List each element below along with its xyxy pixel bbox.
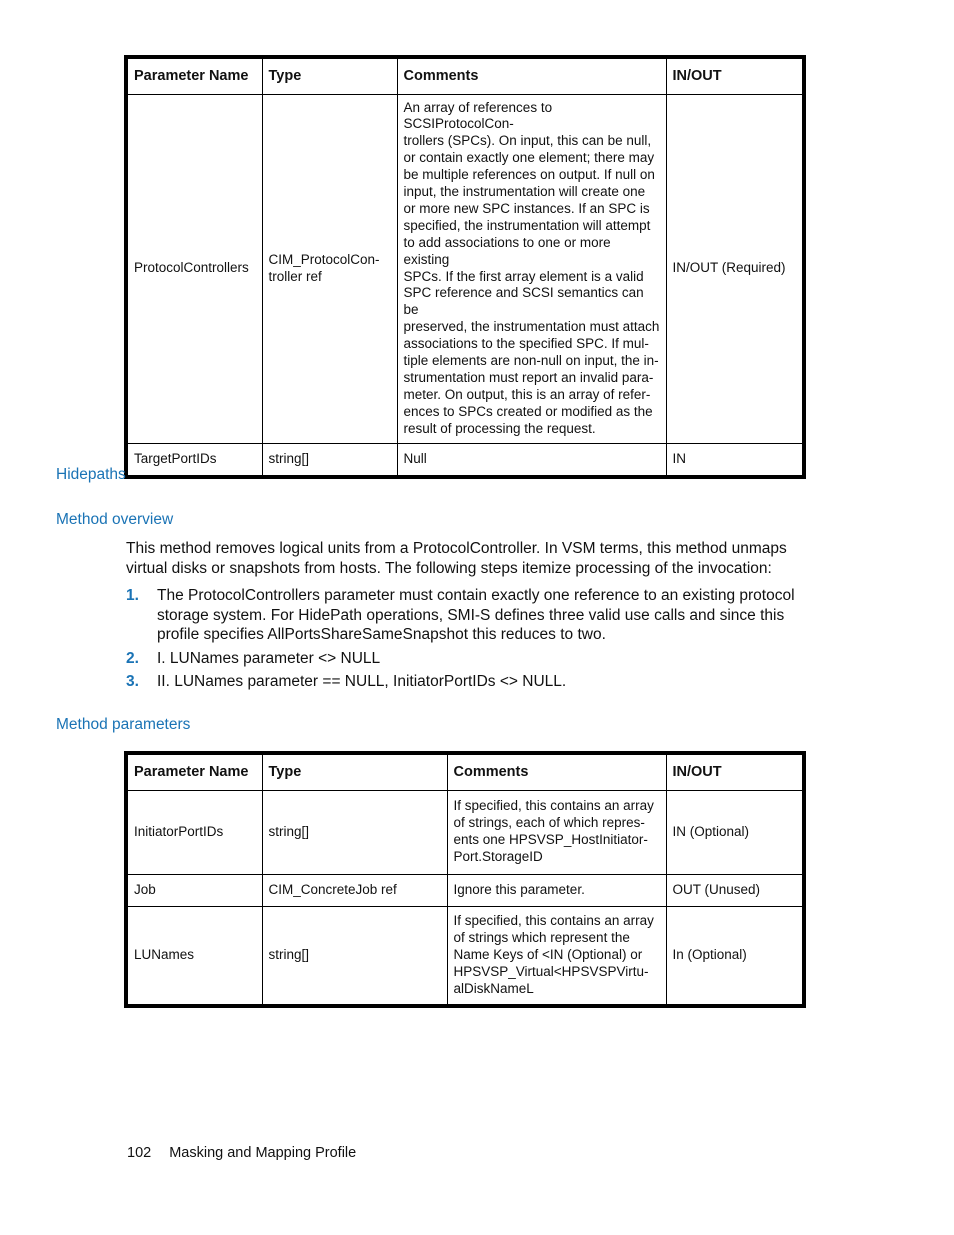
table-row xyxy=(126,443,804,477)
section-heading-method-parameters: Method parameters xyxy=(56,716,191,733)
column-header-parameter-name: Parameter Name xyxy=(126,57,262,94)
comments-cell: An array of references to SCSIProtocolCon- trollers (SPCs). On input, this can be null, or contain exactly one element; there may be multiple references on output. If null on input, the instrumentation will create one or more new SPC instances. If an SPC is specified, the instrumentation will attempt to add associations to one or more existing SPCs. If the first array element is a valid SPC reference and SCSI semantics can be preserved, the instrumentation must attach associations to the specified SPC. If mul- tiple elements are non-null on input, the in- strumentation must report an invalid para- meter. On output, this is an array of refer- ences to SPCs created or modified as the result of processing the request. xyxy=(397,94,666,443)
column-header-comments: Comments xyxy=(447,753,666,790)
comments-cell: Null xyxy=(397,443,666,477)
column-header-in-out: IN/OUT xyxy=(666,57,804,94)
column-header-parameter-name: Parameter Name xyxy=(126,753,262,790)
table-row xyxy=(126,906,804,1006)
type-cell: CIM_ProtocolCon- troller ref xyxy=(262,94,397,443)
column-header-type: Type xyxy=(262,753,447,790)
comments-cell: If specified, this contains an array of strings which represent the Name Keys of <IN (Optional) or HPSVSP_Virtual<HPSVSPVirtu- alDiskNameL xyxy=(447,906,666,1006)
column-header-comments: Comments xyxy=(397,57,666,94)
in-out-cell: IN (Optional) xyxy=(666,790,804,874)
table-row xyxy=(126,790,804,874)
type-cell: string[] xyxy=(262,443,397,477)
section-heading-method-overview: Method overview xyxy=(56,511,174,528)
list-item xyxy=(126,586,806,645)
parameter-name-cell: TargetPortIDs xyxy=(126,443,262,477)
type-cell: string[] xyxy=(262,906,447,1006)
step-text: I. LUNames parameter <> NULL xyxy=(157,649,381,667)
parameter-name-cell: LUNames xyxy=(126,906,262,1006)
parameter-name-cell: ProtocolControllers xyxy=(126,94,262,443)
parameter-name-cell: Job xyxy=(126,874,262,906)
type-cell: CIM_ConcreteJob ref xyxy=(262,874,447,906)
in-out-cell: OUT (Unused) xyxy=(666,874,804,906)
in-out-cell: IN xyxy=(666,443,804,477)
comments-cell: Ignore this parameter. xyxy=(447,874,666,906)
overview-paragraph: This method removes logical units from a ProtocolController. In VSM terms, this method unmaps virtual disks or snapshots from hosts. The following steps itemize processing of the invocation: xyxy=(126,540,787,577)
in-out-cell: In (Optional) xyxy=(666,906,804,1006)
list-item xyxy=(126,672,806,692)
step-number: 3. xyxy=(126,673,139,690)
column-header-in-out: IN/OUT xyxy=(666,753,804,790)
step-number: 2. xyxy=(126,649,139,667)
table-row xyxy=(126,94,804,443)
page-footer xyxy=(127,1145,356,1161)
method-parameters-table xyxy=(124,751,806,1008)
in-out-cell: IN/OUT (Required) xyxy=(666,94,804,443)
table-row xyxy=(126,874,804,906)
column-header-type: Type xyxy=(262,57,397,94)
type-cell: string[] xyxy=(262,790,447,874)
processing-steps-list xyxy=(126,586,806,692)
parameter-name-cell: InitiatorPortIDs xyxy=(126,790,262,874)
parameters-table-continued xyxy=(124,55,806,479)
step-text: II. LUNames parameter == NULL, InitiatorPortIDs <> NULL. xyxy=(157,673,567,690)
table-header-row xyxy=(126,753,804,790)
table-header-row xyxy=(126,57,804,94)
step-text: The ProtocolControllers parameter must contain exactly one reference to an existing protocol storage system. For HidePath operations, SMI-S defines three valid use calls and since this profile specifies AllPortsShareSameSnapshot this reduces to two. xyxy=(157,587,795,643)
list-item xyxy=(126,649,806,669)
step-number: 1. xyxy=(126,587,139,604)
comments-cell: If specified, this contains an array of strings, each of which repres- ents one HPSVSP_HostInitiator- Port.StorageID xyxy=(447,790,666,874)
section-heading-hidepaths: Hidepaths xyxy=(56,466,126,483)
page-number: 102 xyxy=(127,1145,152,1161)
footer-section-title: Masking and Mapping Profile xyxy=(169,1145,357,1161)
